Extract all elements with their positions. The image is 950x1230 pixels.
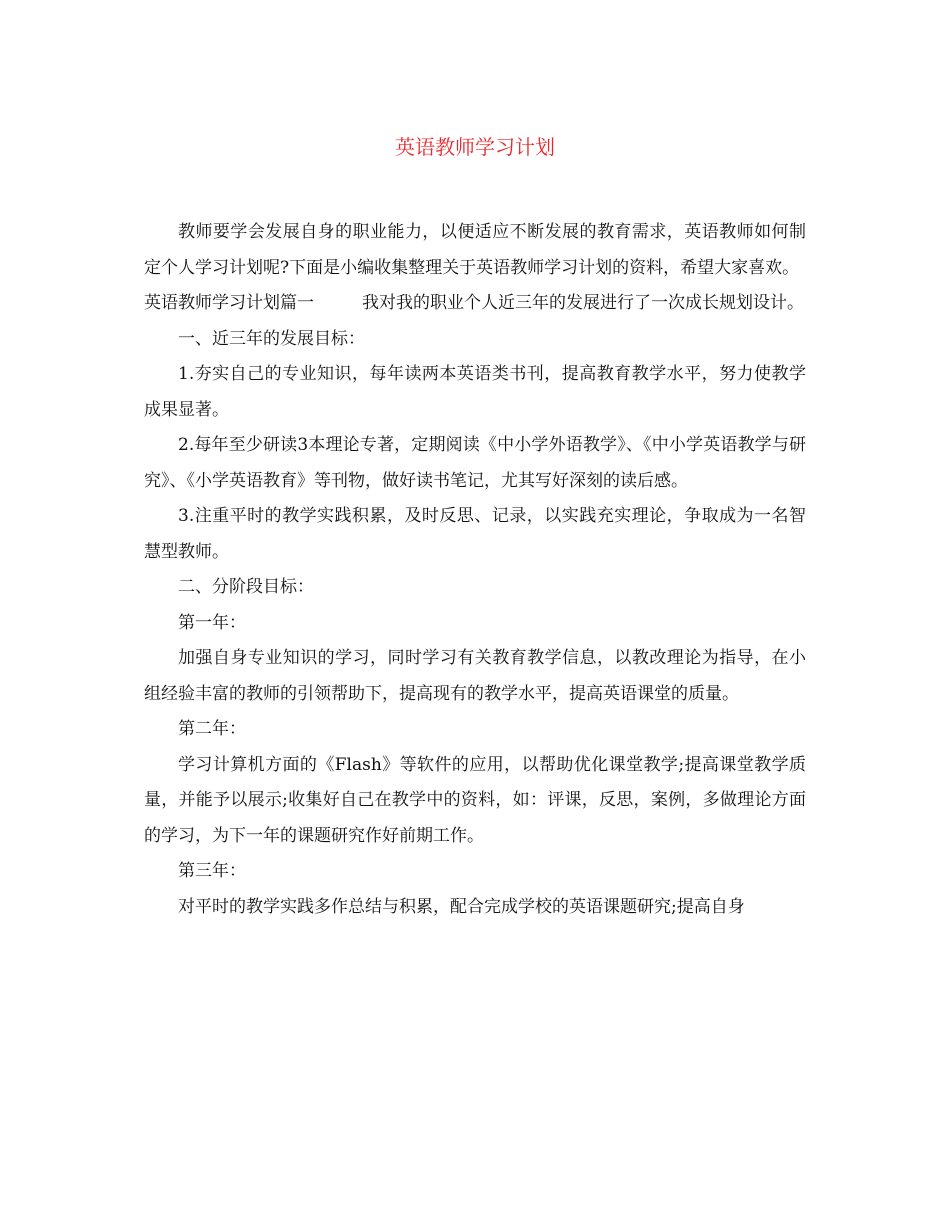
intro-paragraph: 教师要学会发展自身的职业能力，以便适应不断发展的教育需求，英语教师如何制定个人学习计划呢?下面是小编收集整理关于英语教师学习计划的资料，希望大家喜欢。 xyxy=(144,222,806,278)
document-body xyxy=(144,215,806,925)
goal-item-2: 2.每年至少研读3本理论专著，定期阅读《中小学外语教学》、《中小学英语教学与研究》、《小学英语教育》等刊物，做好读书笔记，尤其写好深刻的读后感。 xyxy=(144,435,806,491)
section-label: 英语教师学习计划篇一 xyxy=(144,293,314,313)
stages-heading: 二、分阶段目标： xyxy=(178,577,314,597)
year-2-label: 第二年： xyxy=(178,719,246,739)
year-1-text: 加强自身专业知识的学习，同时学习有关教育教学信息，以教改理论为指导，在小组经验丰富的教师的引领帮助下，提高现有的教学水平，提高英语课堂的质量。 xyxy=(144,648,806,704)
year-2-text: 学习计算机方面的《Flash》等软件的应用，以帮助优化课堂教学;提高课堂教学质量，并能予以展示;收集好自己在教学中的资料，如：评课，反思，案例，多做理论方面的学习，为下一年的课题研究作好前期工作。 xyxy=(144,754,806,846)
section-intro: 我对我的职业个人近三年的发展进行了一次成长规划设计。 xyxy=(362,293,804,313)
goals-heading: 一、近三年的发展目标： xyxy=(178,328,365,349)
year-3-label: 第三年： xyxy=(178,861,246,881)
document-title: 英语教师学习计划 xyxy=(395,135,555,159)
year-3-text: 对平时的教学实践多作总结与积累，配合完成学校的英语课题研究;提高自身 xyxy=(178,896,745,917)
year-1-label: 第一年： xyxy=(178,612,246,633)
goal-item-1: 1.夯实自己的专业知识，每年读两本英语类书刊，提高教育教学水平，努力使教学成果显著。 xyxy=(144,364,806,420)
section-heading-line xyxy=(144,286,806,322)
goal-item-3: 3.注重平时的教学实践积累，及时反思、记录，以实践充实理论，争取成为一名智慧型教师。 xyxy=(144,506,806,562)
